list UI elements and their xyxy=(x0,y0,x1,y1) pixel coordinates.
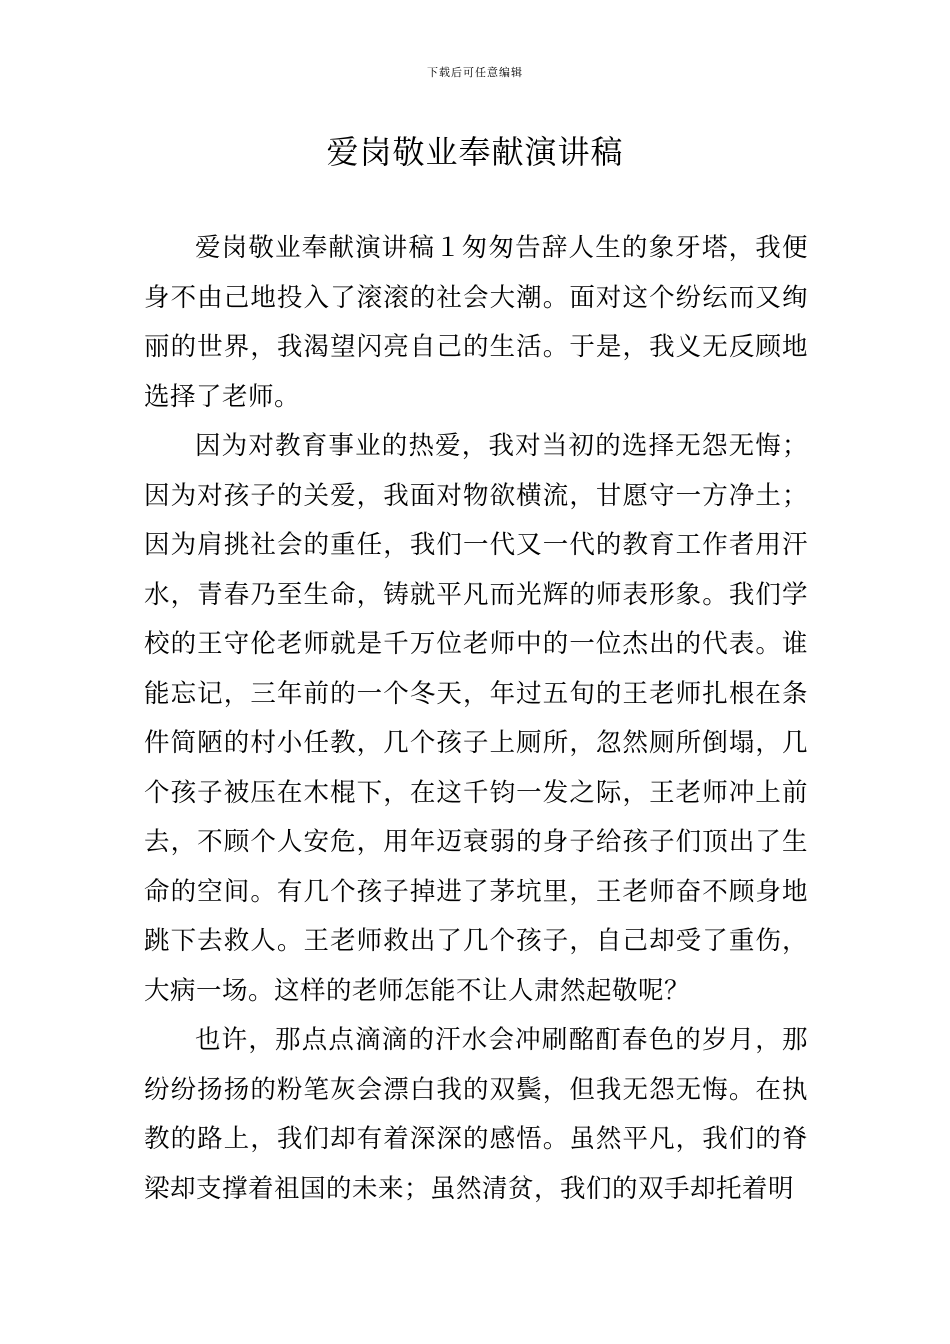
paragraph-1: 爱岗敬业奉献演讲稿１匆匆告辞人生的象牙塔，我便身不由己地投入了滚滚的社会大潮。面对这个纷纭而又绚丽的世界，我渴望闪亮自己的生活。于是，我义无反顾地选择了老师。 xyxy=(144,233,808,412)
paragraph-3: 也许，那点点滴滴的汗水会冲刷酩酊春色的岁月，那纷纷扬扬的粉笔灰会漂白我的双鬓，但我无怨无悔。在执教的路上，我们却有着深深的感悟。虽然平凡，我们的脊梁却支撑着祖国的未来；虽然清贫，我们的双手却托着明 xyxy=(144,1025,808,1204)
paragraph-2: 因为对教育事业的热爱，我对当初的选择无怨无悔；因为对孩子的关爱，我面对物欲横流，甘愿守一方净土；因为肩挑社会的重任，我们一代又一代的教育工作者用汗水，青春乃至生命，铸就平凡而光辉的师表形象。我们学校的王守伦老师就是千万位老师中的一位杰出的代表。谁能忘记，三年前的一个冬天，年过五旬的王老师扎根在条件简陋的村小任教，几个孩子上厕所，忽然厕所倒塌，几个孩子被压在木棍下，在这千钧一发之际，王老师冲上前去，不顾个人安危，用年迈衰弱的身子给孩子们顶出了生命的空间。有几个孩子掉进了茅坑里，王老师奋不顾身地跳下去救人。王老师救出了几个孩子，自己却受了重伤，大病一场。这样的老师怎能不让人肃然起敬呢？ xyxy=(144,431,808,1006)
document-title: 爱岗敬业奉献演讲稿 xyxy=(326,133,624,171)
document-body xyxy=(144,224,808,1214)
header-note: 下载后可任意编辑 xyxy=(427,66,523,79)
